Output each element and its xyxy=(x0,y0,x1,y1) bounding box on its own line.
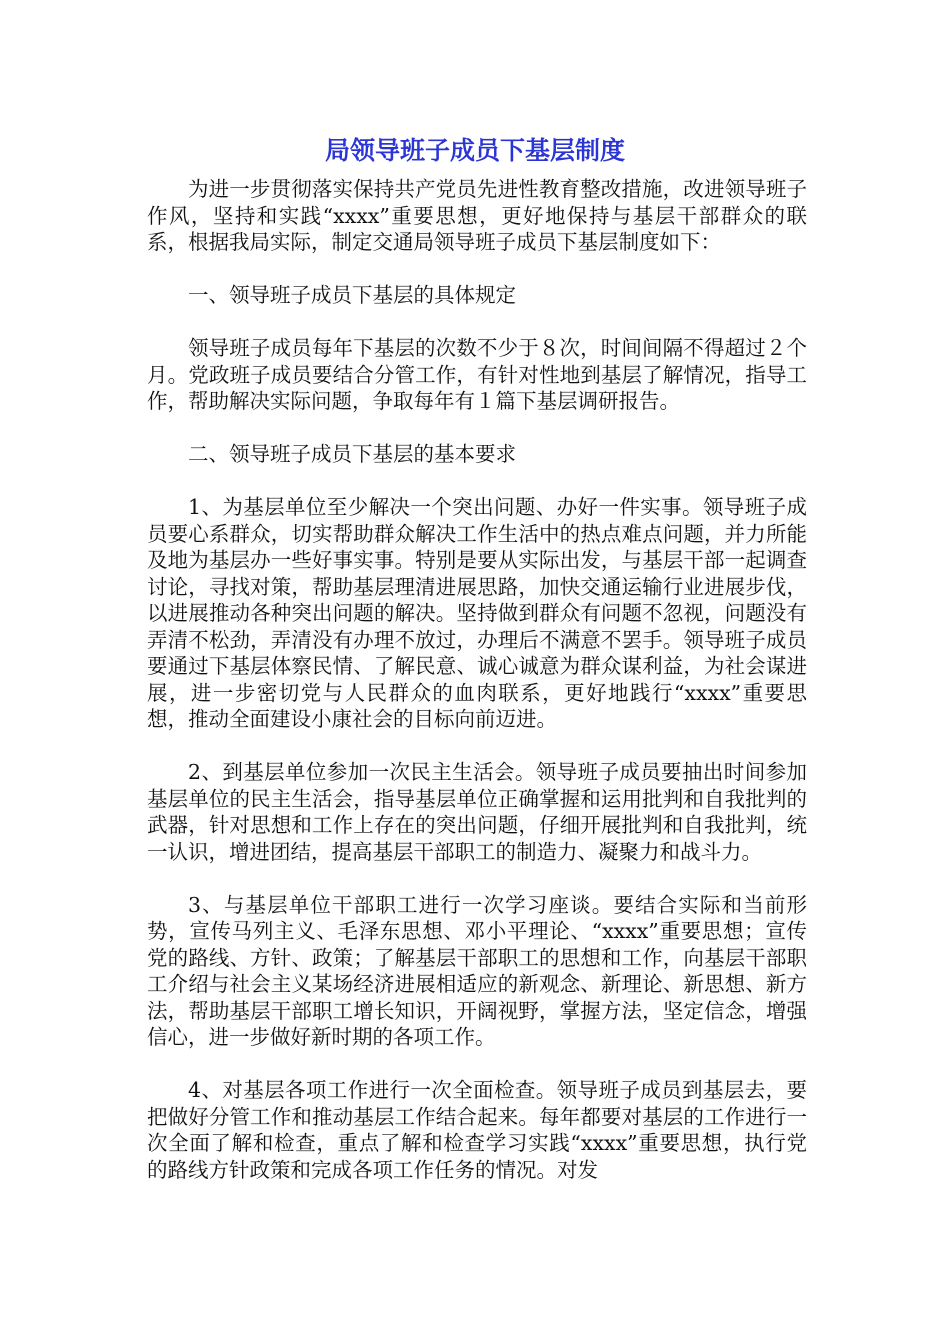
intro-paragraph: 为进一步贯彻落实保持共产党员先进性教育整改措施，改进领导班子作风，坚持和实践“xxxx”重要思想，更好地保持与基层干部群众的联系，根据我局实际，制定交通局领导班子成员下基层制度如下： xyxy=(147,177,807,254)
requirement-1-paragraph: 1、为基层单位至少解决一个突出问题、办好一件实事。领导班子成员要心系群众，切实帮助群众解决工作生活中的热点难点问题，并力所能及地为基层办一些好事实事。特别是要从实际出发，与基层干部一起调查讨论，寻找对策，帮助基层理清进展思路，加快交通运输行业进展步伐，以进展推动各种突出问题的解决。坚持做到群众有问题不忽视，问题没有弄清不松劲，弄清没有办理不放过，办理后不满意不罢手。领导班子成员要通过下基层体察民情、了解民意、诚心诚意为群众谋利益，为社会谋进展，进一步密切党与人民群众的血肉联系，更好地践行“xxxx”重要思想，推动全面建设小康社会的目标向前迈进。 xyxy=(147,495,807,731)
document-body xyxy=(147,176,807,1210)
section-heading-2: 二、领导班子成员下基层的基本要求 xyxy=(188,442,516,466)
requirement-4-paragraph: 4、对基层各项工作进行一次全面检查。领导班子成员到基层去，要把做好分管工作和推动基层工作结合起来。每年都要对基层的工作进行一次全面了解和检查，重点了解和检查学习实践“xxxx”重要思想，执行党的路线方针政策和完成各项工作任务的情况。对发 xyxy=(147,1078,807,1182)
requirement-2-paragraph: 2、到基层单位参加一次民主生活会。领导班子成员要抽出时间参加基层单位的民主生活会，指导基层单位正确掌握和运用批判和自我批判的武器，针对思想和工作上存在的突出问题，仔细开展批判和自我批判，统一认识，增进团结，提高基层干部职工的制造力、凝聚力和战斗力。 xyxy=(147,760,807,864)
requirement-3-paragraph: 3、与基层单位干部职工进行一次学习座谈。要结合实际和当前形势，宣传马列主义、毛泽东思想、邓小平理论、“xxxx”重要思想；宣传党的路线、方针、政策；了解基层干部职工的思想和工作，向基层干部职工介绍与社会主义某场经济进展相适应的新观念、新理论、新思想、新方法，帮助基层干部职工增长知识，开阔视野，掌握方法，坚定信念，增强信心，进一步做好新时期的各项工作。 xyxy=(147,892,807,1049)
section-heading-1: 一、领导班子成员下基层的具体规定 xyxy=(188,283,516,307)
document-title: 局领导班子成员下基层制度 xyxy=(324,136,625,165)
section-1-paragraph: 领导班子成员每年下基层的次数不少于８次，时间间隔不得超过２个月。党政班子成员要结合分管工作，有针对性地到基层了解情况，指导工作，帮助解决实际问题，争取每年有１篇下基层调研报告。 xyxy=(147,336,807,413)
